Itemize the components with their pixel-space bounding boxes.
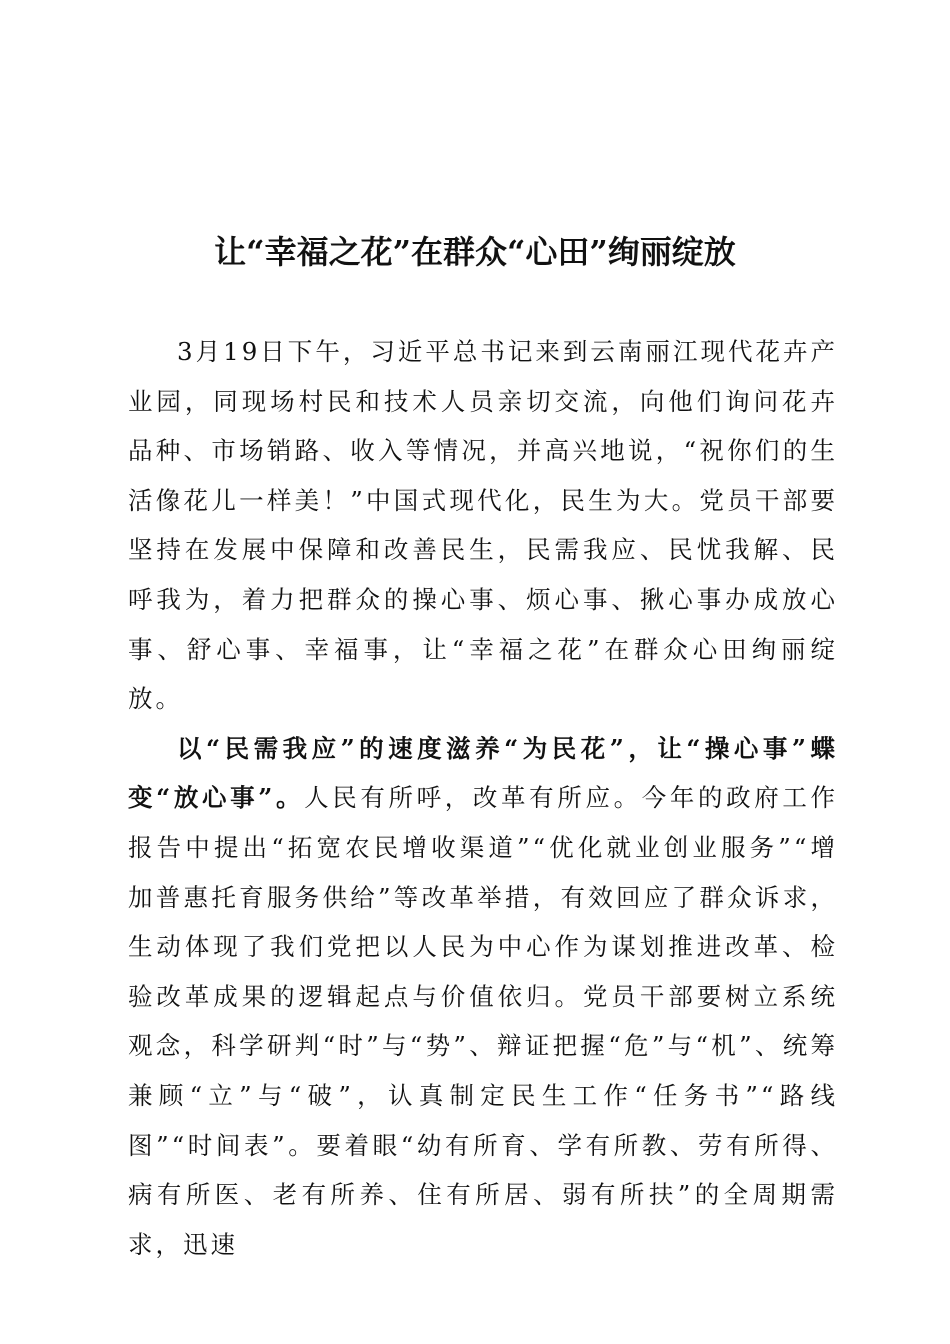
paragraph-text: 人民有所呼，改革有所应。今年的政府工作报告中提出“拓宽农民增收渠道”“优化就业创业服务”“增加普惠托育服务供给”等改革举措，有效回应了群众诉求，生动体现了我们党把以人民为中心作为谋划推进改革、检验改革成果的逻辑起点与价值依归。党员干部要树立系统观念，科学研判“时”与“势”、辩证把握“危”与“机”、统筹兼顾“立”与“破”，认真制定民生工作“任务书”“路线图”“时间表”。要着眼“幼有所育、学有所教、劳有所得、病有所医、老有所养、住有所居、弱有所扶”的全周期需求，迅速 [128, 783, 839, 1259]
document-body [128, 327, 838, 1269]
paragraph-2 [128, 724, 838, 1270]
paragraph-text: 3月19日下午，习近平总书记来到云南丽江现代花卉产业园，同现场村民和技术人员亲切交流，向他们询问花卉品种、市场销路、收入等情况，并高兴地说，“祝你们的生活像花儿一样美！”中国式现代化，民生为大。党员干部要坚持在发展中保障和改善民生，民需我应、民忧我解、民呼我为，着力把群众的操心事、烦心事、揪心事办成放心事、舒心事、幸福事，让“幸福之花”在群众心田绚丽绽放。 [128, 337, 838, 714]
document-title: 让“幸福之花”在群众“心田”绚丽绽放 [214, 233, 736, 271]
paragraph-1 [128, 327, 838, 724]
paragraph-lead: 以“民需我应”的速度滋养“为民花”，让“操心事”蝶变“放心事”。 [128, 733, 838, 813]
